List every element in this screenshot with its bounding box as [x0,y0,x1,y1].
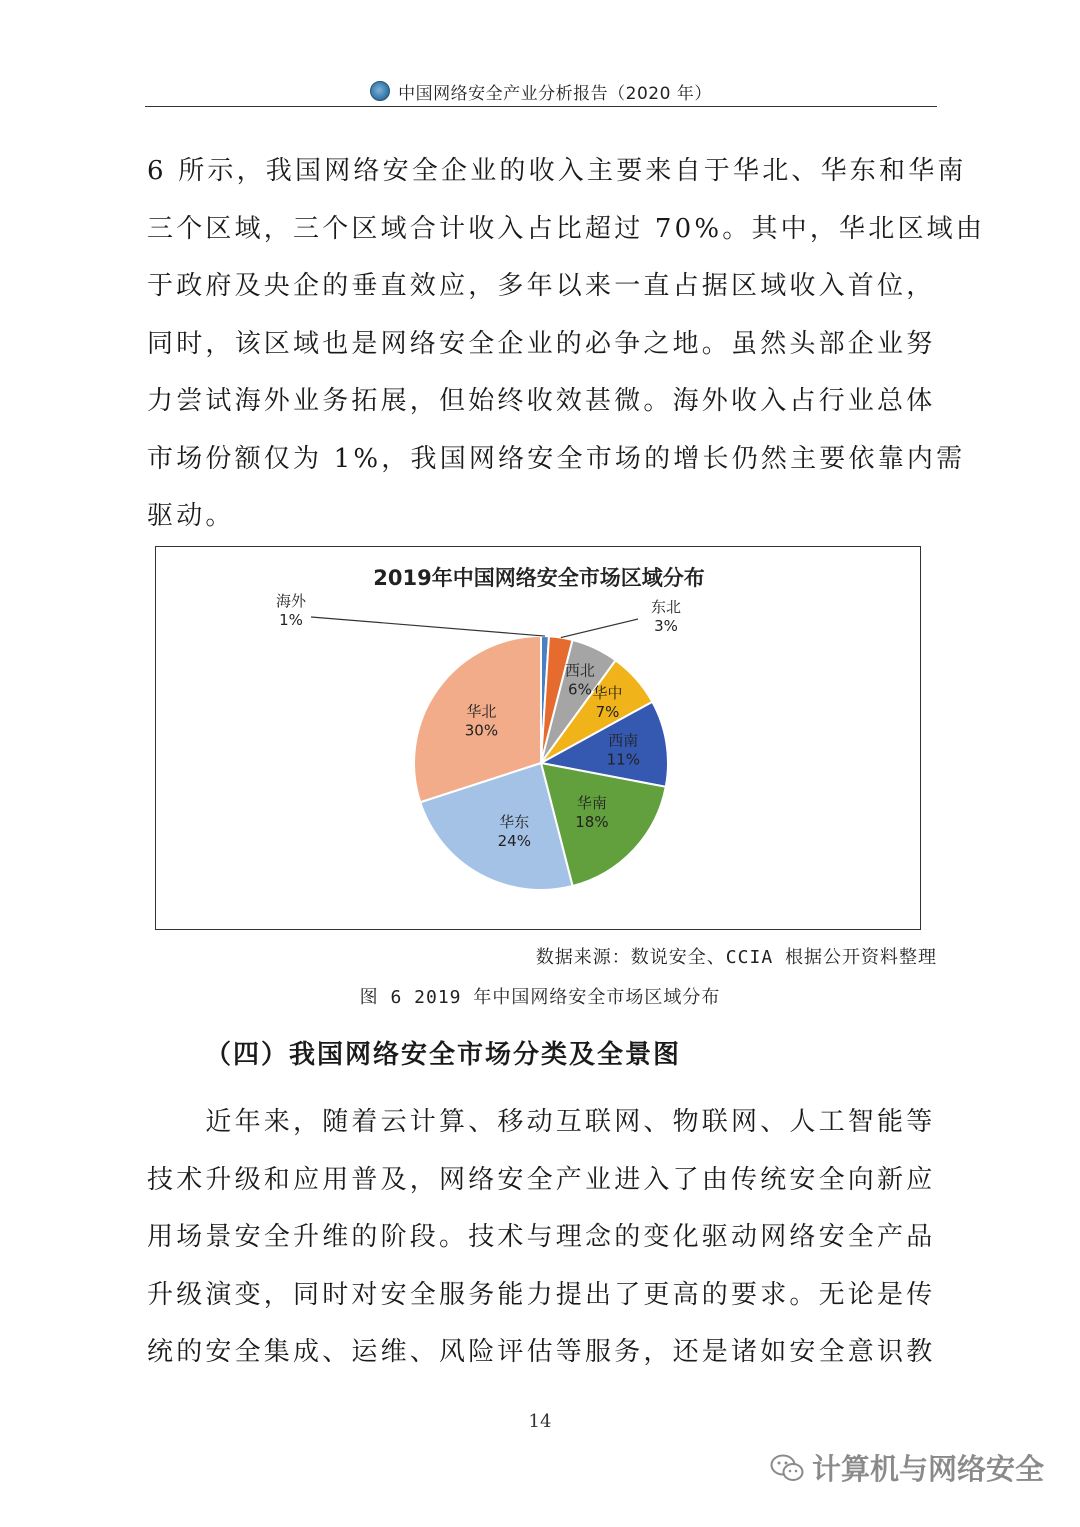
slice-label-percent: 7% [595,702,620,721]
slice-label-name: 西南 [608,731,639,750]
paragraph-line: 于政府及央企的垂直效应，多年以来一直占据区域收入首位， [147,271,936,301]
paragraph-1 [147,143,986,546]
slice-label-percent: 30% [464,721,499,740]
wechat-icon [770,1453,804,1483]
slice-label-name: 华东 [499,812,530,831]
pie-chart-frame [155,546,921,930]
paragraph-line: 技术升级和应用普及，网络安全产业进入了由传统安全向新应 [147,1164,936,1195]
figure-source: 数据来源：数说安全、CCIA 根据公开资料整理 [535,947,937,968]
page-header [145,76,937,107]
slice-label-name: 华北 [466,702,497,721]
watermark-text: 计算机与网络安全 [811,1452,1044,1486]
paragraph-2 [147,1094,937,1382]
page-number: 14 [528,1411,552,1432]
slice-label-name: 海外 [275,592,307,610]
paragraph-line: 近年来，随着云计算、移动互联网、物联网、人工智能等 [147,1107,936,1137]
slice-label-percent: 3% [654,617,678,635]
leader-line-海外 [311,617,545,636]
slice-label-percent: 24% [497,831,531,850]
paragraph-line: 三个区域，三个区域合计收入占比超过 70%。其中，华北区域由 [147,213,986,244]
slice-label-name: 华中 [592,683,623,702]
section-heading: （四）我国网络安全市场分类及全景图 [205,1040,682,1070]
paragraph-line: 同时，该区域也是网络安全企业的必争之地。虽然头部企业努 [147,328,936,359]
paragraph-line: 升级演变，同时对安全服务能力提出了更高的要求。无论是传 [147,1279,936,1310]
wechat-watermark [770,1447,1044,1488]
paragraph-line: 驱动。 [147,501,235,531]
paragraph-line: 力尝试海外业务拓展，但始终收效甚微。海外收入占行业总体 [147,386,936,416]
pie-chart [156,547,922,931]
slice-label-percent: 11% [606,750,640,769]
slice-label-percent: 18% [575,812,609,831]
paragraph-line: 6 所示，我国网络安全企业的收入主要来自于华北、华东和华南 [147,156,967,186]
report-logo-icon [370,81,390,101]
paragraph-line: 市场份额仅为 1%，我国网络安全市场的增长仍然主要依靠内需 [147,443,966,474]
paragraph-line: 用场景安全升维的阶段。技术与理念的变化驱动网络安全产品 [147,1222,936,1252]
slice-label-name: 西北 [564,661,595,680]
leader-line-东北 [561,619,638,638]
slice-label-name: 东北 [650,598,682,616]
header-title: 中国网络安全产业分析报告（2020 年） [398,83,712,104]
slice-label-name: 华南 [576,793,607,812]
slice-label-percent: 1% [279,611,303,629]
figure-caption: 图 6 2019 年中国网络安全市场区域分布 [359,987,721,1008]
paragraph-line: 统的安全集成、运维、风险评估等服务，还是诸如安全意识教 [147,1337,936,1367]
chart-title: 2019年中国网络安全市场区域分布 [373,566,705,590]
slice-label-percent: 6% [568,680,592,699]
